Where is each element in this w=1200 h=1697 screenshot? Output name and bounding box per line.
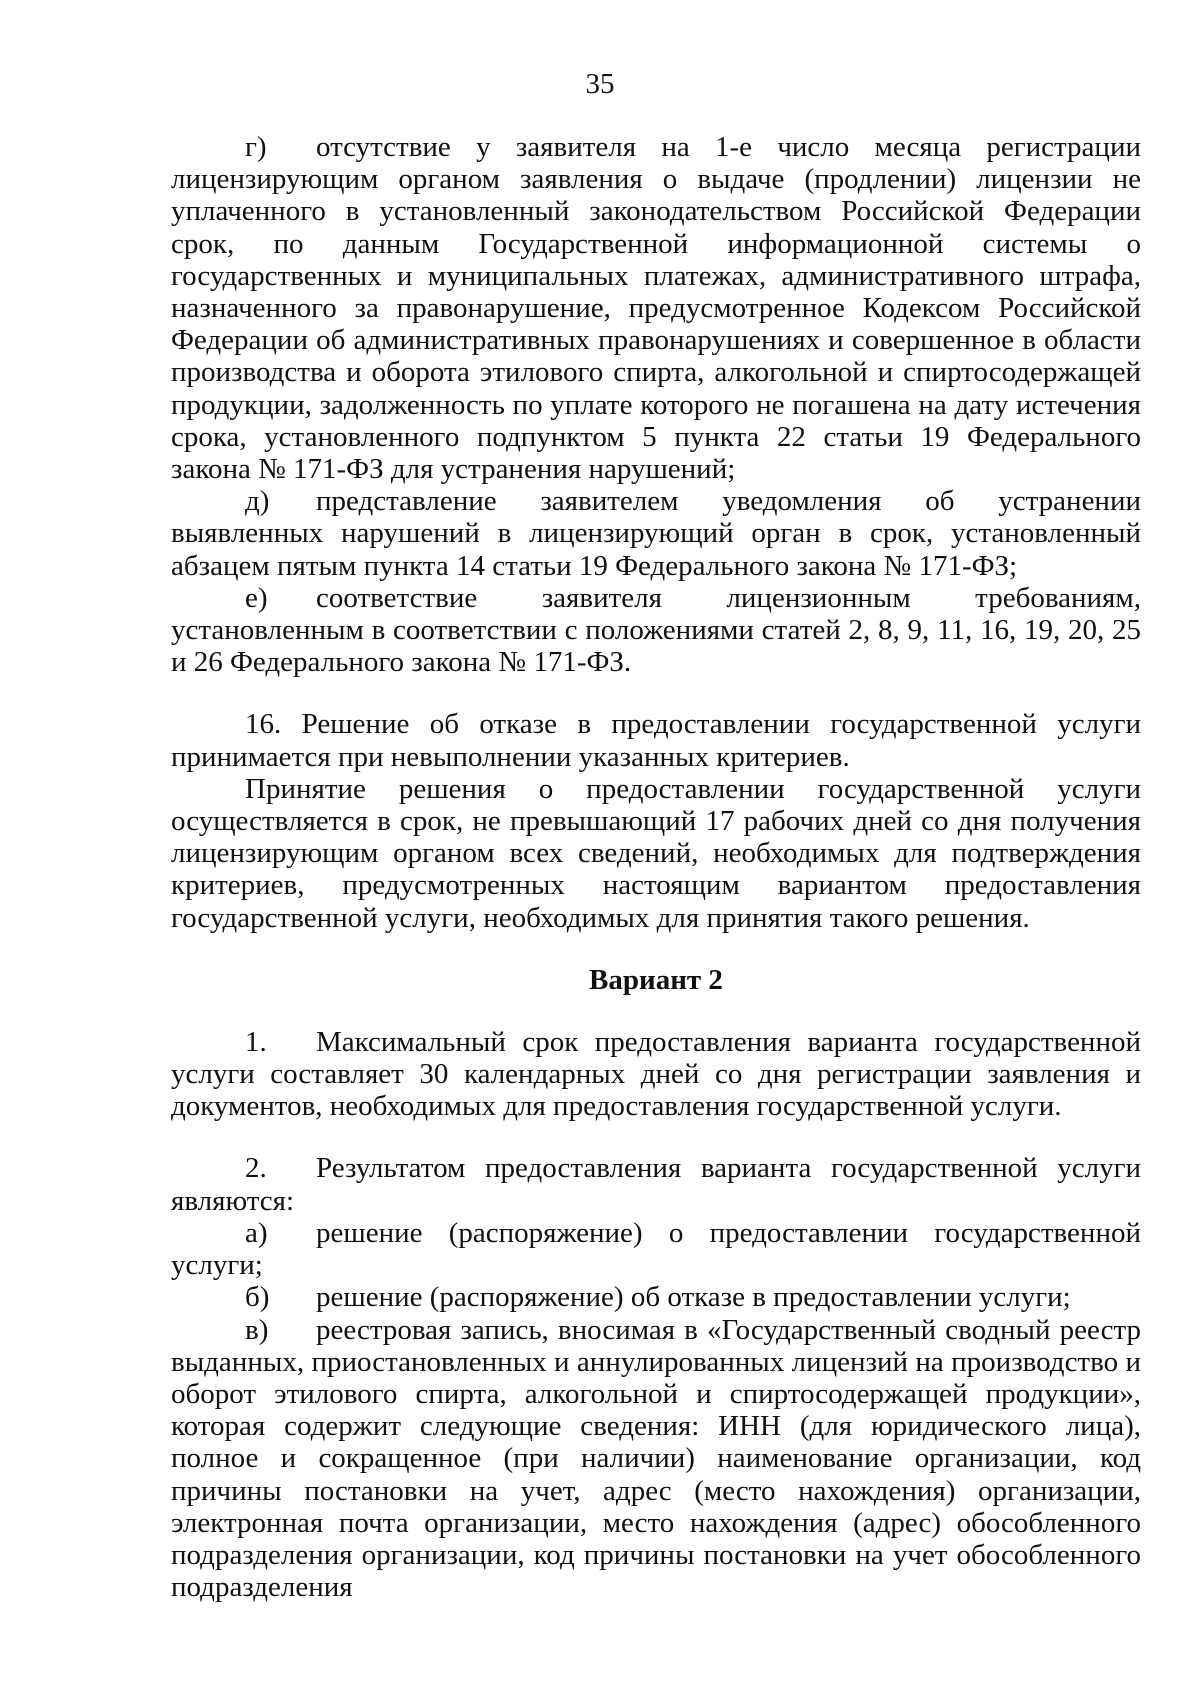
list-item-d [171,485,1141,582]
variant-2-sub-a [171,1217,1141,1281]
list-item-label: д) [245,485,270,518]
list-item-label: г) [245,131,267,163]
paragraph-decision-term: Принятие решения о предоставлении государственной услуги осуществляется в срок, не превышающий 17 рабочих дней со дня получения лицензирующим органом всех сведений, необходимых для подтверждения критериев, предусмотренных настоящим вариантом предоставления государственной услуги, необходимых для принятия такого решения. [171,772,1141,934]
paragraph-16: 16. Решение об отказе в предоставлении государственной услуги принимается при невыполнении указанных критериев. [171,708,1141,773]
section-heading-variant-2: Вариант 2 [589,963,723,996]
list-item-label: а) [245,1216,268,1249]
list-item-label: в) [245,1313,269,1346]
variant-2-item-1 [171,1026,1141,1123]
list-item-text: отсутствие у заявителя на 1-е число месяца регистрации лицензирующим органом заявления о выдаче (продлении) лицензии не уплаченного в установленный законодательством Российской Федерации срок, по данным Государственной информационной системы о государственных и муниципальных платежах, административного штрафа, назначенного за правонарушение, предусмотренное Кодексом Российской Федерации об административных правонарушениях и совершенное в области производства и оборота этилового спирта, алкогольной и спиртосодержащей продукции, задолженность по уплате которого не погашена на дату истечения срока, установленного подпунктом 5 пункта 22 статьи 19 Федерального закона № 171-ФЗ для устранения нарушений; [171,131,1141,486]
variant-2-sub-b [171,1281,1141,1313]
spacer [171,1122,1141,1152]
list-item-e [171,582,1141,679]
spacer [171,996,1141,1026]
list-item-label: е) [245,581,268,614]
list-item-label: 1. [245,1025,267,1058]
variant-2-item-2 [171,1152,1141,1216]
variant-2-sub-v [171,1314,1141,1604]
list-item-text: Результатом предоставления варианта государственной услуги являются: [171,1152,1141,1217]
list-item-g [171,131,1141,485]
page-number: 35 [585,68,615,100]
spacer [171,934,1141,964]
list-item-text: Максимальный срок предоставления варианта государственной услуги составляет 30 календарных дней со дня регистрации заявления и документов, необходимых для предоставления государственной услуги. [171,1025,1141,1123]
list-item-text: представление заявителем уведомления об устранении выявленных нарушений в лицензирующий орган в срок, установленный абзацем пятым пункта 14 статьи 19 Федерального закона № 171-ФЗ; [171,485,1141,582]
list-item-text: решение (распоряжение) об отказе в предоставлении услуги; [316,1281,1071,1314]
list-item-label: 2. [245,1152,267,1185]
list-item-text: реестровая запись, вносимая в «Государственный сводный реестр выданных, приостановленных и аннулированных лицензий на производство и оборот этилового спирта, алкогольной и спиртосодержащей продукции», которая содержит следующие сведения: ИНН (для юридического лица), полное и сокращенное (при наличии) наименование организации, код причины постановки на учет, адрес (место нахождения) организации, электронная почта организации, место нахождения (адрес) обособленного подразделения организации, код причины постановки на учет обособленного подразделения [171,1313,1141,1604]
document-body [171,131,1141,1603]
list-item-text: соответствие заявителя лицензионным требованиям, установленным в соответствии с положениями статей 2, 8, 9, 11, 16, 19, 20, 25 и 26 Федерального закона № 171-ФЗ. [171,581,1141,679]
spacer [171,678,1141,708]
list-item-text: решение (распоряжение) о предоставлении государственной услуги; [171,1216,1141,1282]
list-item-label: б) [245,1281,270,1314]
